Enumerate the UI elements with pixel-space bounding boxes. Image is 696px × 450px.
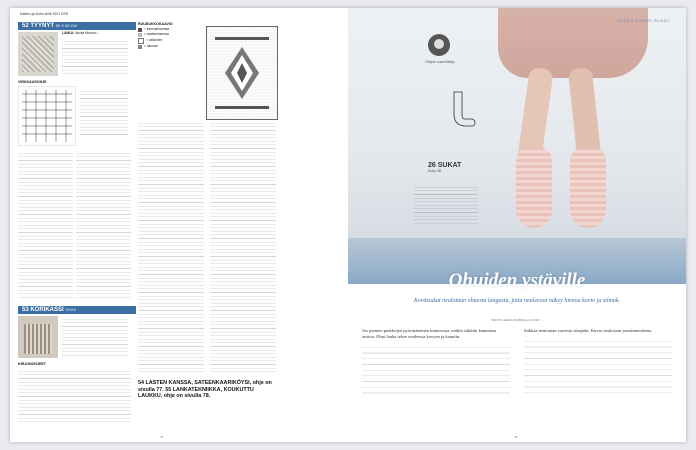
body-column-1: [362, 328, 510, 398]
crochet-chart-svg: [18, 86, 76, 146]
body-text-2: Sukkaa neulotaan varresta alaspäin. Kuvio neulotaan joustinneuleena.: [524, 328, 653, 333]
right-page-number: 75: [514, 435, 518, 439]
text-column-3: [138, 120, 204, 375]
pattern-52-title: 52 TYYNYT: [22, 23, 55, 29]
basket-bag: [24, 324, 52, 354]
pillow-photo: [18, 32, 58, 76]
badge-number: 26 SUKAT: [428, 162, 462, 169]
knitting-grid-svg: [207, 27, 277, 119]
legend-item: = harmaa: [138, 45, 198, 49]
pattern-53-subtitle: XXXX: [65, 307, 77, 312]
legend-list: [138, 28, 198, 49]
pattern-53-text: [62, 316, 128, 358]
text-column-4: [210, 120, 276, 375]
pattern-53-title: 53 KORIKASSI: [22, 307, 64, 313]
pattern-53-title-bar: [18, 306, 136, 314]
socks-photo: [348, 8, 686, 284]
legend-item: = valkoinen: [138, 38, 198, 44]
designer-caption: Ohjeen suunnittelija: [425, 60, 455, 64]
crochet-chart: [18, 86, 76, 146]
pattern-52-title-bar: [18, 22, 136, 30]
materials-text: Novita Muumio ...: [75, 31, 100, 35]
pillow-pattern: [22, 36, 54, 72]
right-page: [348, 8, 686, 442]
left-page: [10, 8, 348, 442]
basket-bag-photo: [18, 316, 58, 358]
magazine-spread: [10, 8, 686, 442]
article-credits: TEKSTI LEENA NURMELA | KUVAT ...: [491, 318, 543, 322]
article-headline: Ohuiden ystäville: [448, 270, 586, 291]
article-subhead: Kevätsukat neulotaan ohuesta langasta, jotta neuleessa näkyy hienoa kuvio ja silmuk.: [414, 298, 620, 304]
pattern-53-instructions: [18, 368, 131, 424]
legend-heading: RUUDUKKOKAAVIO: [138, 22, 173, 26]
knitting-grid-chart: [206, 26, 278, 120]
right-page-header: VIIDES SINERI SUKAT: [616, 18, 670, 23]
text-column-1: [18, 150, 73, 300]
intro-text: [414, 184, 478, 224]
materials-heading: LANKA:: [62, 31, 75, 35]
sock-left: [516, 148, 552, 228]
badge-sub: Koko 38: [428, 169, 441, 173]
pattern-52-section-heading: VIRKKAUSOHJE: [18, 80, 47, 84]
body-column-2: [524, 328, 672, 398]
text-column-2: [76, 150, 131, 300]
pattern-53-section-heading: KIRJONOHJEET: [18, 362, 46, 366]
pattern-52-subtitle: 50 X 50 CM: [55, 23, 77, 28]
designer-avatar: [428, 34, 450, 56]
sock-right: [570, 148, 606, 228]
left-page-header: Kaiken-ja-Koko-lehti 2021 SSS: [20, 12, 69, 16]
sock-sketch-icon: [446, 90, 476, 130]
body-text-1: Jos pienten puikkojen pyörittäminen kiinnostaa, näihin sukkiin kannattaa tarttua. Ohut lanka tekee neuleesta kevyen ja kauniin.: [362, 328, 497, 339]
pattern-52-materials: [62, 32, 128, 76]
chart-key: [80, 88, 128, 138]
materials-lines: [62, 38, 128, 76]
pattern-badge: [428, 162, 472, 173]
left-page-number: 74: [160, 435, 164, 439]
legend-item: = vaaleanharmaa: [138, 33, 198, 37]
legend-item: = tummanharmaa: [138, 28, 198, 32]
bottom-headline: 54 LASTEN KANSSA, SATEENKAARIKÖYSI, ohje on sivulla 77. 55 LANKATEKNIIKKA, KOUKUTTU LAUKKU, ohje on sivulla 78.: [138, 380, 272, 399]
